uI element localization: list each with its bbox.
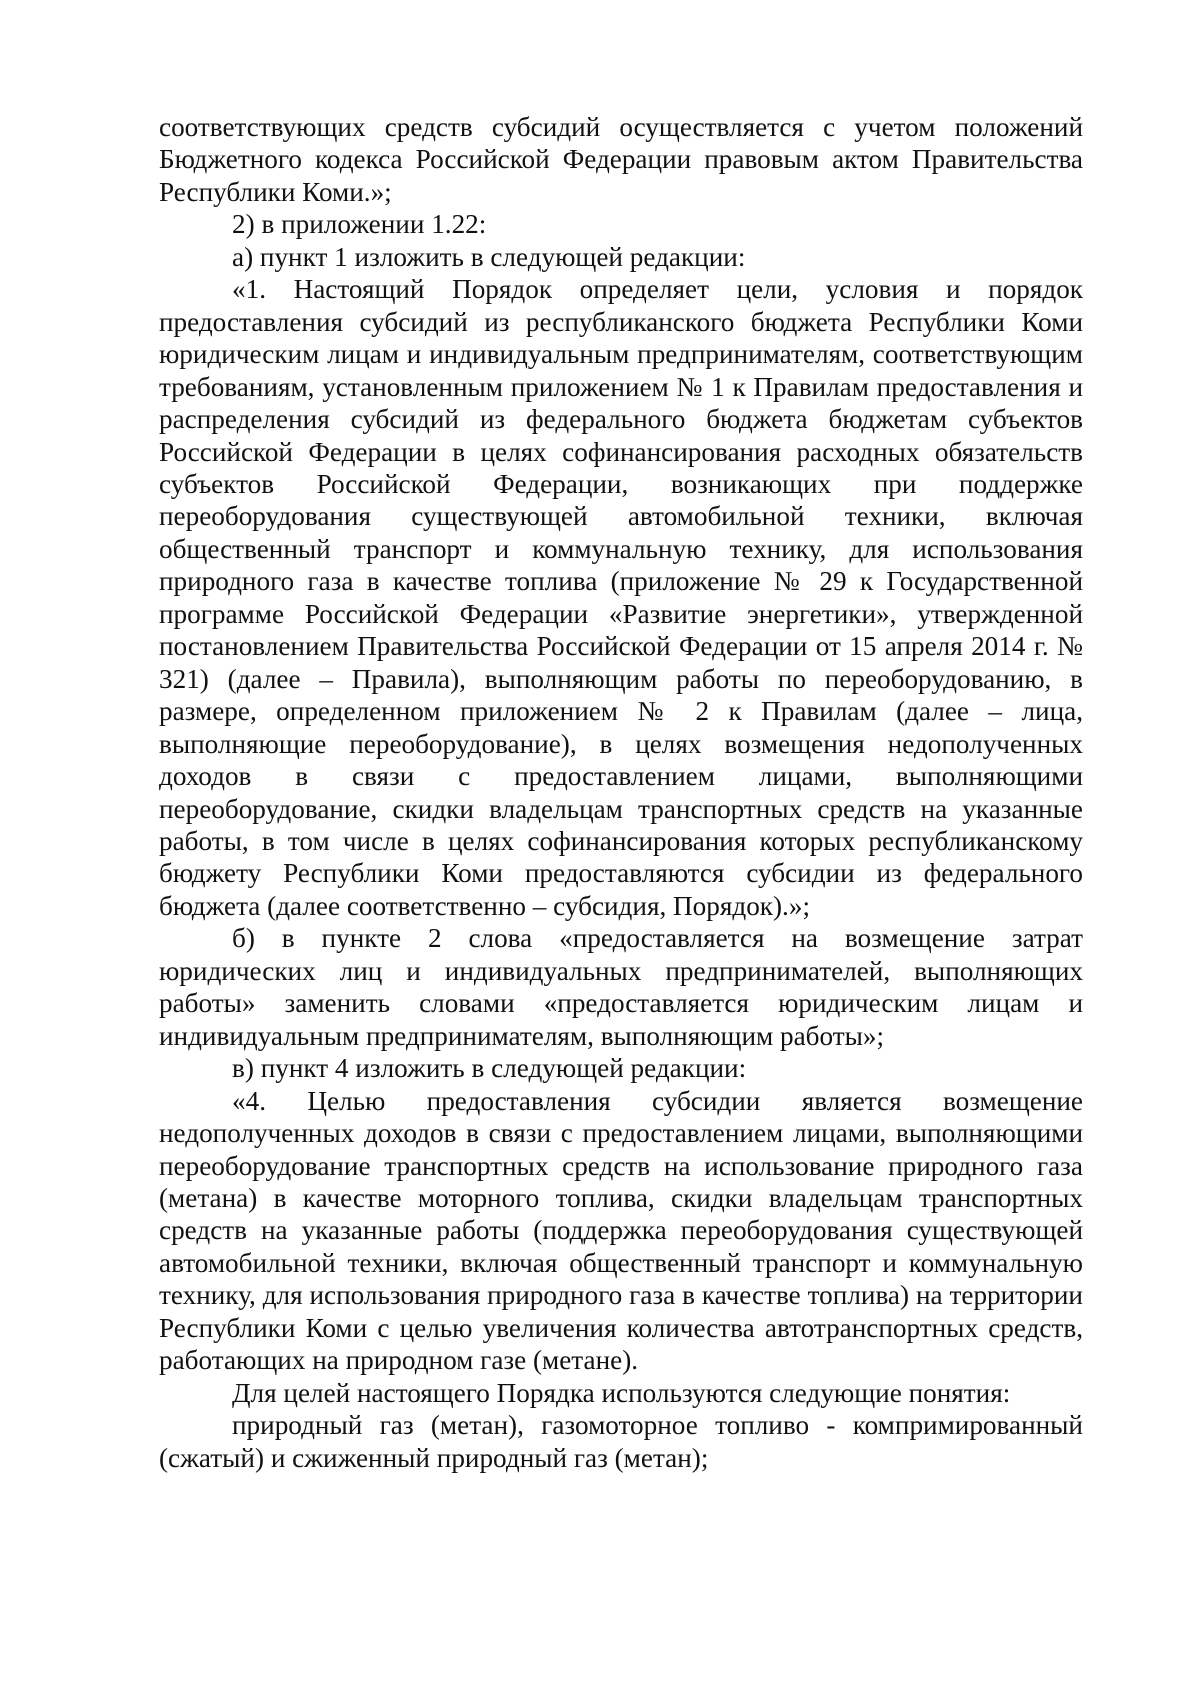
paragraph-clause-4: «4. Целью предоставления субсидии является возмещение недополученных доходов в связи с предоставлением лицами, выполняющими переоборудование транспортных средств на использование природного газа (метана) в качестве моторного топлива, скидки владельцам транспортных средств на указанные работы (поддержка переоборудования существующей автомобильной техники, включая общественный транспорт и коммунальную технику, для использования природного газа в качестве топлива) на территории Республики Коми с целью увеличения количества автотранспортных средств, работающих на природном газе (метане).	[159, 1085, 1083, 1376]
paragraph-item-2: 2) в приложении 1.22:	[232, 209, 487, 240]
paragraph-item-a: а) пункт 1 изложить в следующей редакции:	[232, 241, 746, 272]
paragraph-definition-gas: природный газ (метан), газомоторное топливо - компримированный (сжатый) и сжиженный природный газ (метан);	[159, 1410, 1083, 1473]
document-body	[159, 111, 1083, 1474]
paragraph-continuation: соответствующих средств субсидий осуществляется с учетом положений Бюджетного кодекса Российской Федерации правовым актом Правительства Республики Коми.»;	[159, 112, 1083, 207]
paragraph-clause-1: «1. Настоящий Порядок определяет цели, условия и порядок предоставления субсидий из республиканского бюджета Республики Коми юридическим лицам и индивидуальным предпринимателям, соответствующим требованиям, установленным приложением № 1 к Правилам предоставления и распределения субсидий из федерального бюджета бюджетам субъектов Российской Федерации в целях софинансирования расходных обязательств субъектов Российской Федерации, возникающих при поддержке переоборудования существующей автомобильной техники, включая общественный транспорт и коммунальную технику, для использования природного газа в качестве топлива (приложение № 29 к Государственной программе Российской Федерации «Развитие энергетики», утвержденной постановлением Правительства Российской Федерации от 15 апреля 2014 г. № 321) (далее – Правила), выполняющим работы по переоборудованию, в размере, определенном приложением № 2 к Правилам (далее – лица, выполняющие переоборудование), в целях возмещения недополученных доходов в связи с предоставлением лицами, выполняющими переоборудование, скидки владельцам транспортных средств на указанные работы, в том числе в целях софинансирования которых республиканскому бюджету Республики Коми предоставляются субсидии из федерального бюджета (далее соответственно – субсидия, Порядок).»;	[159, 274, 1083, 921]
paragraph-item-v: в) пункт 4 изложить в следующей редакции:	[232, 1053, 747, 1084]
paragraph-definitions-intro: Для целей настоящего Порядка используются следующие понятия:	[232, 1377, 1011, 1408]
paragraph-item-b: б) в пункте 2 слова «предоставляется на возмещение затрат юридических лиц и индивидуальных предпринимателей, выполняющих работы» заменить словами «предоставляется юридическим лицам и индивидуальным предпринимателям, выполняющим работы»;	[159, 923, 1083, 1051]
